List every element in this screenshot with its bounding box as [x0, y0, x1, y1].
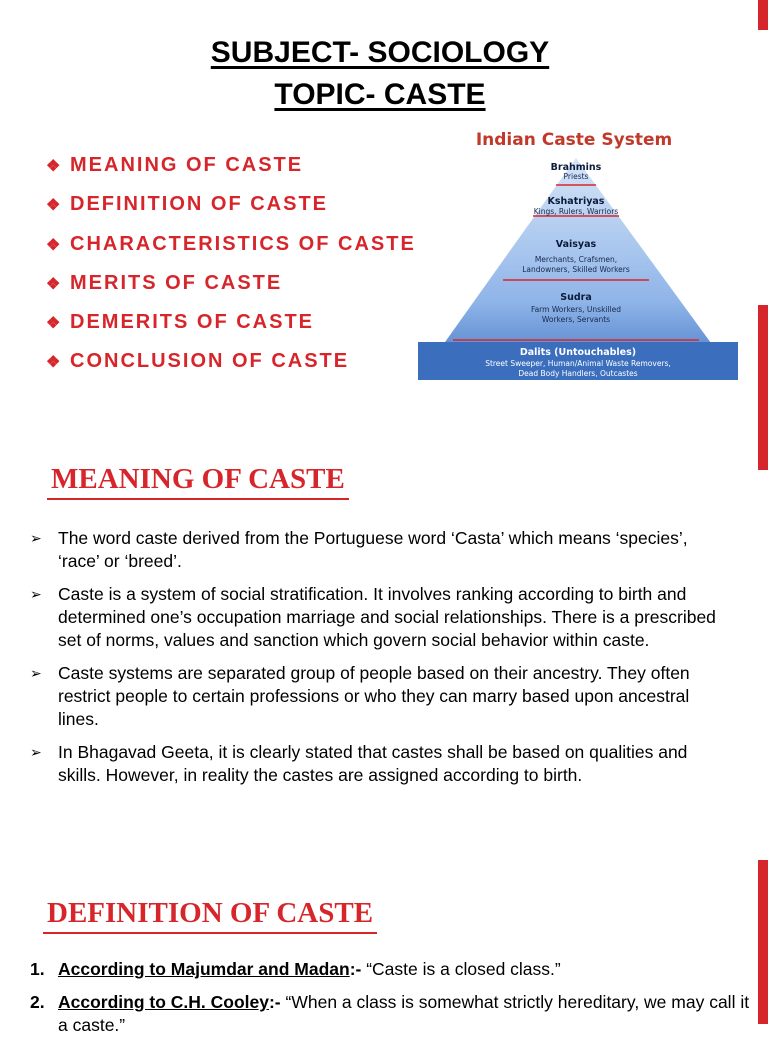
topic-title: TOPIC- CASTE [274, 78, 486, 111]
tier-desc-dalits: Dead Body Handlers, Outcastes [518, 369, 638, 378]
tier-desc-vaisyas: Landowners, Skilled Workers [522, 265, 630, 274]
tier-name-sudra: Sudra [560, 292, 592, 303]
caste-pyramid-diagram [398, 118, 748, 398]
meaning-point: ➢ Caste is a system of social stratification. It involves ranking according to birth and determined one’s occupation marriage and social relationships. There is a prescribed set of norms, values and sanction which govern social behavior within caste. [30, 584, 716, 650]
definition-source: According to Majumdar and Madan [58, 959, 350, 979]
accent-bar-top [758, 0, 768, 30]
definition-quote: “When a class is somewhat strictly hereditary, we may call it a caste.” [58, 992, 750, 1035]
meaning-point: ➢ In Bhagavad Geeta, it is clearly stated that castes shall be based on qualities and skills. However, in reality the castes are assigned according to birth. [30, 742, 688, 785]
definition-item [30, 958, 750, 981]
diamond-bullet-icon: ❖ [46, 158, 61, 175]
arrow-bullet-icon: ➢ [30, 744, 42, 760]
arrow-bullet-icon: ➢ [30, 665, 42, 681]
tier-desc-sudra: Farm Workers, Unskilled [530, 305, 622, 314]
diamond-bullet-icon: ❖ [46, 315, 61, 333]
topic-list-item: ❖ MEANING OF CASTE [46, 152, 416, 180]
definition-separator: :- [268, 992, 281, 1012]
definition-source: According to C.H. Cooley [58, 992, 269, 1012]
pyramid-title: Indian Caste System [475, 130, 673, 150]
meaning-point: ➢ Caste systems are separated group of people based on their ancestry. They often restrict people to certain professions or who they can marry based upon ancestral lines. [30, 663, 690, 729]
topic-list [46, 152, 416, 388]
topic-list-item: ❖ MERITS OF CASTE [46, 270, 416, 298]
diamond-bullet-icon: ❖ [46, 236, 61, 254]
meaning-point: ➢ The word caste derived from the Portuguese word ‘Casta’ which means ‘species’, ‘race’ or ‘breed’. [30, 528, 688, 571]
diamond-bullet-icon: ❖ [46, 275, 61, 293]
tier-name-vaisyas: Vaisyas [555, 239, 597, 250]
tier-desc-kshatriyas: Kings, Rulers, Warriors [533, 207, 619, 216]
diamond-bullet-icon: ❖ [46, 197, 61, 215]
definition-list [30, 958, 750, 1047]
accent-bar-bottom [758, 860, 768, 1024]
definition-separator: :- [349, 959, 362, 979]
tier-desc-vaisyas: Merchants, Crafsmen, [534, 255, 618, 264]
topic-list-item: ❖ CONCLUSION OF CASTE [46, 348, 416, 376]
arrow-bullet-icon: ➢ [30, 586, 42, 602]
meaning-heading: MEANING OF CASTE [47, 461, 349, 500]
topic-list-item: ❖ DEFINITION OF CASTE [46, 191, 416, 219]
definition-quote: “Caste is a closed class.” [361, 959, 561, 979]
diamond-bullet-icon: ❖ [46, 354, 61, 372]
definition-number: 1. [30, 959, 45, 979]
tier-name-dalits: Dalits (Untouchables) [519, 347, 637, 358]
definition-item [30, 991, 750, 1037]
tier-name-brahmins: Brahmins [550, 162, 602, 173]
subject-title: SUBJECT- SOCIOLOGY [210, 36, 550, 69]
topic-list-item: ❖ DEMERITS OF CASTE [46, 309, 416, 337]
tier-desc-sudra: Workers, Servants [541, 315, 611, 324]
tier-desc-dalits: Street Sweeper, Human/Animal Waste Removers, [485, 359, 671, 368]
tier-name-kshatriyas: Kshatriyas [547, 196, 605, 207]
topic-list-item: ❖ CHARACTERISTICS OF CASTE [46, 231, 416, 259]
tier-desc-brahmins: Priests [563, 172, 589, 181]
definition-heading: DEFINITION OF CASTE [43, 895, 377, 934]
definition-number: 2. [30, 992, 45, 1012]
accent-bar-middle [758, 305, 768, 470]
arrow-bullet-icon: ➢ [30, 530, 42, 546]
meaning-points [30, 527, 730, 797]
